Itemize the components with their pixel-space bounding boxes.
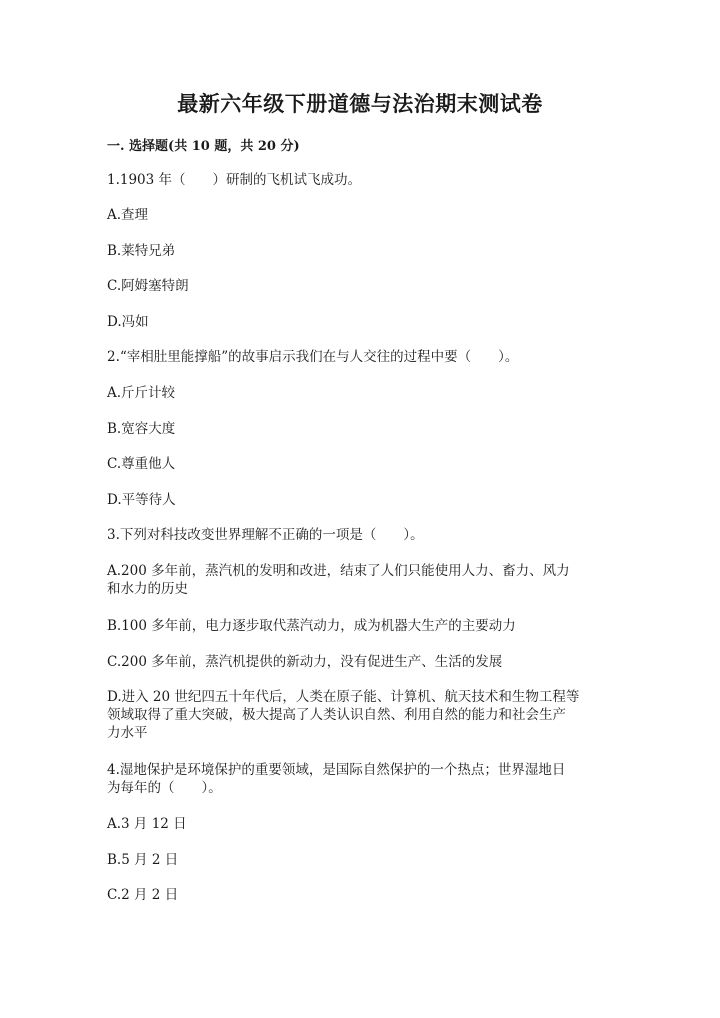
question-3-option-c: C.200 多年前，蒸汽机提供的新动力，没有促进生产、生活的发展 (107, 654, 503, 670)
question-3-option-d-cont-2: 力水平 (107, 725, 148, 741)
question-4-stem: 4.湿地保护是环境保护的重要领域，是国际自然保护的一个热点；世界湿地日 (107, 762, 566, 778)
question-1-option-d: D.冯如 (107, 314, 149, 330)
question-1-option-c: C.阿姆塞特朗 (107, 278, 189, 294)
question-3-option-a: A.200 多年前，蒸汽机的发明和改进，结束了人们只能使用人力、畜力、风力 (107, 563, 570, 579)
question-2-option-b: B.宽容大度 (107, 421, 176, 437)
question-2-option-d: D.平等待人 (107, 492, 176, 508)
question-3-stem: 3.下列对科技改变世界理解不正确的一项是（ ）。 (107, 527, 424, 543)
question-1-option-b: B.莱特兄弟 (107, 243, 176, 259)
question-1-option-a: A.查理 (107, 207, 149, 223)
question-2-stem: 2.“宰相肚里能撑船”的故事启示我们在与人交往的过程中要（ ）。 (107, 349, 519, 365)
question-1-stem: 1.1903 年（ ）研制的飞机试飞成功。 (107, 172, 362, 188)
question-2-option-a: A.斤斤计较 (107, 385, 176, 401)
question-3-option-b: B.100 多年前，电力逐步取代蒸汽动力，成为机器大生产的主要动力 (107, 618, 516, 634)
question-4-option-b: B.5 月 2 日 (107, 852, 179, 868)
question-4-option-a: A.3 月 12 日 (107, 816, 187, 832)
page-title: 最新六年级下册道德与法治期末测试卷 (177, 91, 543, 116)
question-2-option-c: C.尊重他人 (107, 456, 176, 472)
question-4-option-c: C.2 月 2 日 (107, 887, 179, 903)
question-4-stem-cont: 为每年的（ ）。 (107, 780, 222, 796)
question-3-option-d: D.进入 20 世纪四五十年代后，人类在原子能、计算机、航天技术和生物工程等 (107, 689, 580, 705)
section-heading: 一. 选择题(共 10 题，共 20 分) (107, 139, 300, 154)
question-3-option-a-cont: 和水力的历史 (107, 581, 188, 597)
question-3-option-d-cont-1: 领域取得了重大突破，极大提高了人类认识自然、利用自然的能力和社会生产 (107, 707, 566, 723)
